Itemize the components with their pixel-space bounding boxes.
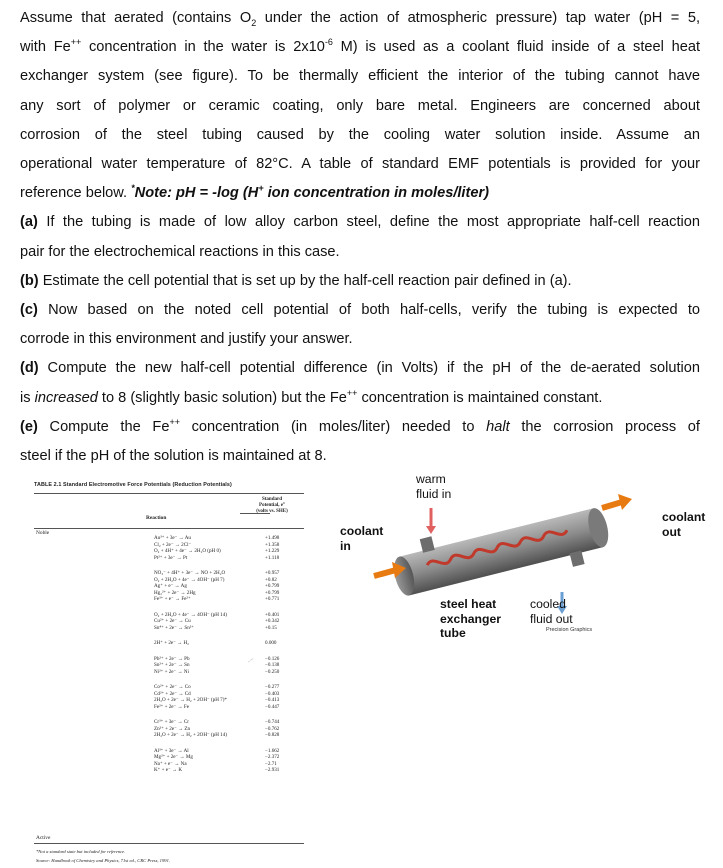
emf-table <box>34 482 304 863</box>
figure-credit: Precision Graphics <box>546 627 593 633</box>
reaction-cell: Sn²⁺ + 2e⁻ → Sn <box>154 662 190 668</box>
row-gap <box>154 710 254 719</box>
potential-cell: −0.828 <box>265 732 280 738</box>
reaction-cell: Cr³⁺ + 3e⁻ → Cr <box>154 719 189 725</box>
problem-line-2: with Fe++ concentration in the water is $2x10^{-6}$ M) is used as a coolant fluid inside of a steel heat <box>20 37 701 56</box>
potential-cell: +0.342 <box>265 618 280 624</box>
reaction-cell: Cd²⁺ + 2e⁻ → Cd <box>154 690 191 697</box>
table-bottom-rule <box>34 843 304 844</box>
question-c-text: Now based on the noted cell potential of both half-cells, verify the tubing is expected to <box>37 302 700 319</box>
label-cooled-line-2: fluid out <box>530 611 573 626</box>
reaction-cell: Cl₂ + 2e⁻ → 2Cl⁻ <box>154 541 192 548</box>
potential-cell: +0.15 <box>265 624 277 631</box>
question-d-line-1 <box>20 354 700 383</box>
potential-cell: −0.413 <box>265 697 280 703</box>
footnote-2: Source: Handbook of Chemistry and Physics, 71st ed., CRC Press, 1991. <box>36 858 171 863</box>
reaction-cell: O₂ + 2H₂O + 4e⁻ → 4OH⁻ (pH 14) <box>154 611 227 618</box>
label-warm-fluid-in <box>416 472 451 501</box>
row-gap <box>154 647 254 656</box>
row-gap <box>265 561 301 570</box>
potential-cell: −2.372 <box>265 754 280 760</box>
row-gap <box>265 710 301 719</box>
question-a-text: If the tubing is made of low alloy carbon steel, define the most appropriate half-cell reaction <box>37 214 700 231</box>
reaction-column <box>154 535 254 774</box>
label-coolant-out <box>662 510 705 539</box>
inlet-port <box>420 536 435 552</box>
reaction-cell: 2H₂O + 2e⁻ → H₂ + 2OH⁻ (pH 14) <box>154 732 227 738</box>
reaction-cell: Zn²⁺ + 2e⁻ → Zn <box>154 725 191 732</box>
label-coolant-in-line-2: in <box>340 538 351 553</box>
reaction-cell: K⁺ + e⁻ → K <box>154 767 183 773</box>
question-c-label: (c) <box>20 302 38 319</box>
question-a-label: (a) <box>20 214 38 231</box>
reaction-cell: Al³⁺ + 3e⁻ → Al <box>154 747 189 754</box>
reaction-cell: 2H₂O + 2e⁻ → H₂ + 2OH⁻ (pH 7)* <box>154 697 227 703</box>
potential-cell: −2.931 <box>265 767 280 773</box>
reaction-cell: 2H⁺ + 2e⁻ → H₂ <box>154 640 189 646</box>
scan-watermark: ~~ <box>246 656 256 666</box>
label-warm-line-1: warm <box>416 472 446 486</box>
outlet-port <box>570 550 585 566</box>
reaction-cell: Sn⁴⁺ + 2e⁻ → Sn²⁺ <box>154 624 194 631</box>
potential-cell: +0.799 <box>265 589 280 596</box>
reference-text: reference below. <box>20 185 132 202</box>
reaction-cell: Pt²⁺ + 3e⁻ → Pt <box>154 554 188 561</box>
reaction-cell: Na⁺ + e⁻ → Na <box>154 760 187 767</box>
potential-cell: −0.277 <box>265 684 280 690</box>
potential-cell: +0.957 <box>265 570 280 576</box>
row-gap <box>265 603 301 612</box>
reaction-cell: Co²⁺ + 2e⁻ → Co <box>154 684 191 690</box>
potential-cell: +0.799 <box>265 583 280 589</box>
label-coolant-in-line-1: coolant <box>340 524 384 538</box>
reaction-cell: NO₃⁻ + 4H⁺ + 3e⁻ → NO + 2H₂O <box>154 570 226 576</box>
row-gap <box>154 631 254 640</box>
potential-cell: −0.744 <box>265 719 280 725</box>
question-a-line-2: pair for the electrochemical reactions in this case. <box>20 243 340 260</box>
row-gap <box>265 647 301 656</box>
label-cooled-line-1: cooled <box>530 597 566 611</box>
potential-cell: −0.250 <box>265 668 280 675</box>
coolant-out-arrow <box>602 502 622 508</box>
table-title: TABLE 2.1 Standard Electromotive Force Potentials (Reduction Potentials) <box>34 482 232 488</box>
potential-column <box>265 535 301 774</box>
potential-cell: +1.358 <box>265 541 280 548</box>
label-hx-line-2: exchanger <box>440 611 501 626</box>
question-d-text: Compute the new half-cell potential difference (in Volts) if the pH of the de-aerated solution <box>38 360 700 377</box>
header-rule <box>240 513 270 514</box>
reaction-cell: Mg²⁺ + 2e⁻ → Mg <box>154 754 193 760</box>
potential-cell: −0.126 <box>265 655 280 662</box>
header-potential-line-1: Standard <box>261 497 282 502</box>
potential-cell: −0.447 <box>265 703 280 710</box>
label-warm-line-2: fluid in <box>416 486 452 501</box>
reaction-cell: Fe²⁺ + 2e⁻ → Fe <box>154 703 189 710</box>
label-steel-heat-exchanger-tube <box>440 597 501 641</box>
label-hx-line-1: steel heat <box>440 597 497 611</box>
row-gap <box>265 739 301 748</box>
label-coolant-in <box>340 524 383 553</box>
potential-cell: +0.401 <box>265 611 280 618</box>
problem-line-1: Assume that aerated (contains $O_2$ under the action of atmospheric pressure) tap water (pH = 5, <box>20 10 701 28</box>
question-d-line-2: is increased to 8 (slightly basic solution) but the Fe++ concentration is maintained constant. <box>20 387 603 406</box>
label-cooled-fluid-out <box>530 597 573 626</box>
question-d-label: (d) <box>20 360 39 377</box>
question-e-label: (e) <box>20 418 38 435</box>
question-a-line-1 <box>20 208 700 237</box>
table-top-rule <box>34 493 304 494</box>
potential-cell: +1.498 <box>265 535 280 541</box>
question-c-line-2: corrode in this environment and justify your answer. <box>20 331 353 348</box>
reaction-cell: Ag⁺ + e⁻ → Ag <box>154 583 187 589</box>
row-gap <box>154 561 254 570</box>
row-gap <box>265 675 301 684</box>
problem-statement <box>20 4 700 471</box>
potential-cell: −0.138 <box>265 662 280 668</box>
label-coolant-out-line-2: out <box>662 524 681 539</box>
potential-cell: −0.403 <box>265 690 280 697</box>
reaction-cell: Cu²⁺ + 2e⁻ → Cu <box>154 618 191 624</box>
header-reaction: Reaction <box>146 515 167 521</box>
reaction-cell: Pb²⁺ + 2e⁻ → Pb <box>154 655 190 662</box>
warm-in-arrowhead <box>426 526 436 534</box>
header-potential-line-2: Potential, e° <box>259 503 285 508</box>
question-e-line-1: (e) Compute the Fe++ concentration (in moles/liter) needed to halt the corrosion process of <box>20 416 700 435</box>
coolant-in-arrow <box>374 570 396 576</box>
potential-cell: +1.118 <box>265 554 280 561</box>
reaction-cell: Hg₂²⁺ + 2e⁻ → 2Hg <box>154 589 196 596</box>
potential-cell: −1.662 <box>265 747 280 754</box>
label-coolant-out-line-1: coolant <box>662 510 706 524</box>
label-hx-line-3: tube <box>440 626 466 640</box>
question-b-line-1 <box>20 267 700 296</box>
potential-cell: +1.229 <box>265 548 280 554</box>
potential-cell: +0.771 <box>265 596 280 602</box>
heat-exchanger-figure <box>340 462 723 662</box>
problem-line-4: any sort of polymer or ceramic coating, only bare metal. Engineers are concerned about <box>20 97 700 114</box>
row-gap <box>154 603 254 612</box>
row-gap <box>154 675 254 684</box>
potential-cell: −0.762 <box>265 725 280 732</box>
question-e-line-2: steel if the pH of the solution is maintained at 8. <box>20 448 327 465</box>
table-header-rule <box>34 528 304 529</box>
potential-cell: +0.82 <box>265 576 277 583</box>
reaction-cell: Ni²⁺ + 2e⁻ → Ni <box>154 668 189 675</box>
reaction-cell: O₂ + 4H⁺ + 4e⁻ → 2H₂O (pH 0) <box>154 548 221 554</box>
question-c-line-1 <box>20 296 700 325</box>
question-b-label: (b) <box>20 272 39 289</box>
heat-exchanger-drawing <box>340 462 723 662</box>
noble-label: Noble <box>36 530 50 536</box>
question-b-text: Estimate the cell potential that is set up by the half-cell reaction pair defined in (a). <box>38 272 572 289</box>
problem-line-6: operational water temperature of 82°C. A table of standard EMF potentials is provided for your <box>20 156 700 173</box>
potential-cell: 0.000 <box>265 640 277 646</box>
reaction-cell: O₂ + 2H₂O + 4e⁻ → 4OH⁻ (pH 7) <box>154 576 225 583</box>
potential-cell: −2.71 <box>265 760 277 767</box>
reaction-cell: Au³⁺ + 3e⁻ → Au <box>154 535 191 541</box>
active-label: Active <box>36 835 51 841</box>
problem-line-3: exchanger system (see figure). To be thermally efficient the interior of the tubing cannot have <box>20 68 700 85</box>
reaction-cell: Fe³⁺ + e⁻ → Fe²⁺ <box>154 596 191 602</box>
row-gap <box>154 739 254 748</box>
coolant-out-arrowhead <box>618 494 632 510</box>
problem-line-7: reference below. *Note: pH = -log (H+ ion concentration in moles/liter) <box>20 183 489 202</box>
header-potential-line-3: (volts vs. SHE) <box>256 509 288 514</box>
row-gap <box>265 631 301 640</box>
problem-line-5: corrosion of the steel tubing caused by the cooling water solution inside. Assume an <box>20 126 700 143</box>
footnote-1: *Not a standard state but included for reference. <box>36 849 126 854</box>
